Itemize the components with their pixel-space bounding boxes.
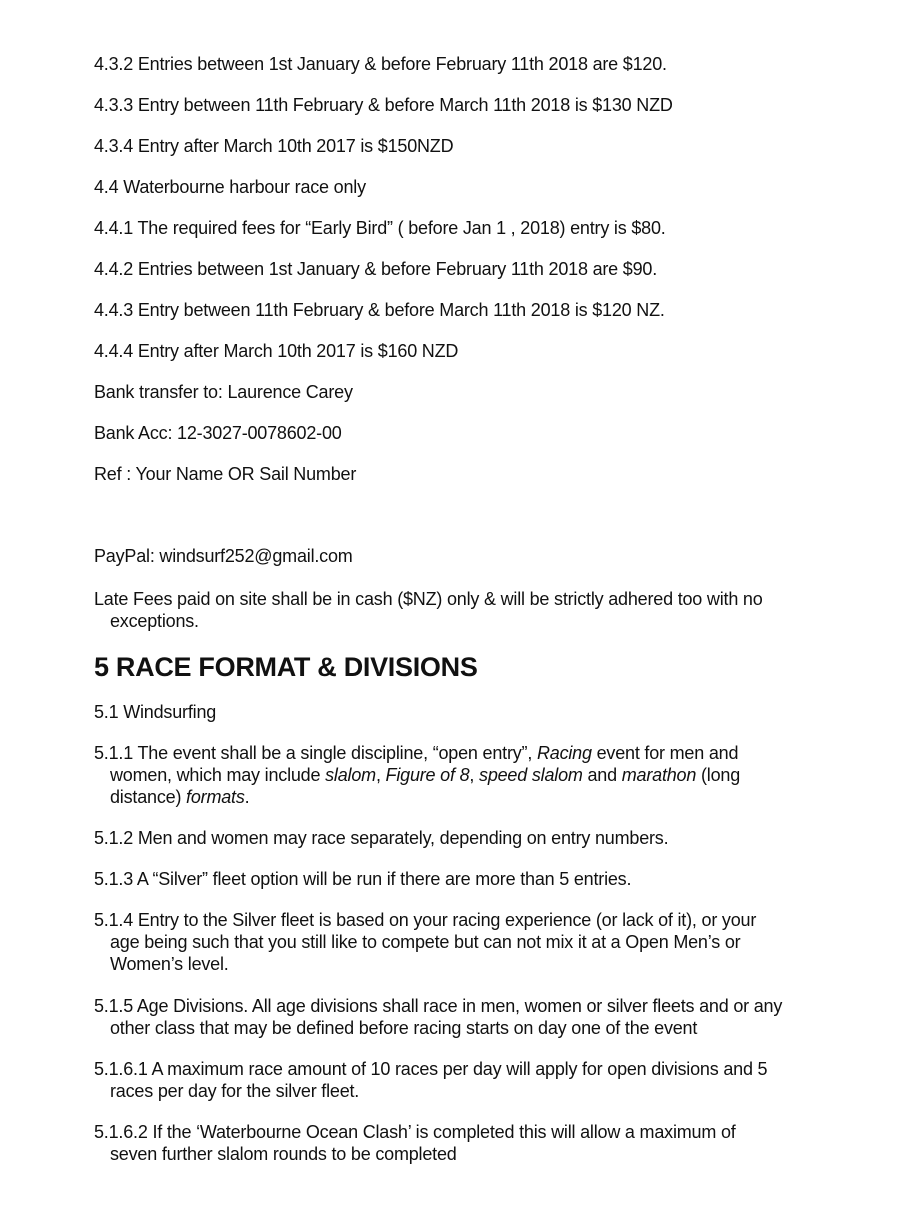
late-fees-line-1: Late Fees paid on site shall be in cash ($NZ) only & will be strictly adhered too with no <box>94 589 763 609</box>
clause-4-4: 4.4 Waterbourne harbour race only <box>94 177 366 197</box>
clause-5-1-1-period: . <box>244 787 250 807</box>
clause-5-1-4 <box>94 909 854 975</box>
clause-5-1-6-2-line-1: 5.1.6.2 If the ‘Waterbourne Ocean Clash’ is completed this will allow a maximum of <box>94 1122 736 1142</box>
clause-4-3-3: 4.3.3 Entry between 11th February & before March 11th 2018 is $130 NZD <box>94 95 673 115</box>
clause-5-1-6-1 <box>94 1058 854 1102</box>
clause-5-1-1-text-c: women, which may include <box>110 765 326 785</box>
clause-4-4-4: 4.4.4 Entry after March 10th 2017 is $160 NZD <box>94 341 459 361</box>
clause-5-1-1-text-b: event for men and <box>591 743 739 763</box>
clause-5-1-6-2 <box>94 1121 854 1165</box>
slalom-term: slalom <box>325 765 376 785</box>
clause-5-1-1-line-2 <box>94 764 854 786</box>
clause-5-1-1-line-1 <box>94 742 854 764</box>
clause-5-1-6-2-line-2: seven further slalom rounds to be completed <box>110 1144 457 1164</box>
clause-5-1: 5.1 Windsurfing <box>94 702 217 722</box>
late-fees-line-2: exceptions. <box>110 611 199 631</box>
clause-5-1-1-long: (long <box>696 765 741 785</box>
formats-term: formats <box>186 787 245 807</box>
bank-transfer-line: Bank transfer to: Laurence Carey <box>94 382 353 402</box>
clause-5-1-5 <box>94 995 854 1039</box>
clause-5-1-5-line-1: 5.1.5 Age Divisions. All age divisions shall race in men, women or silver fleets and or any <box>94 996 783 1016</box>
clause-5-1-5-line-2: other class that may be defined before racing starts on day one of the event <box>110 1018 698 1038</box>
racing-term: Racing <box>536 743 592 763</box>
clause-4-3-2: 4.3.2 Entries between 1st January & before February 11th 2018 are $120. <box>94 54 667 74</box>
clause-5-1-4-line-3: Women’s level. <box>110 954 229 974</box>
clause-4-4-1: 4.4.1 The required fees for “Early Bird” ( before Jan 1 , 2018) entry is $80. <box>94 218 666 238</box>
marathon-term: marathon <box>621 765 697 785</box>
speed-slalom-term: speed slalom <box>479 765 583 785</box>
clause-5-1-1-and: and <box>582 765 622 785</box>
clause-4-4-2: 4.4.2 Entries between 1st January & before February 11th 2018 are $90. <box>94 259 658 279</box>
clause-5-1-6-1-line-1: 5.1.6.1 A maximum race amount of 10 races per day will apply for open divisions and 5 <box>94 1059 768 1079</box>
clause-5-1-1-text-d: distance) <box>110 787 187 807</box>
clause-4-4-3: 4.4.3 Entry between 11th February & before March 11th 2018 is $120 NZ. <box>94 300 665 320</box>
section-5-heading: 5 RACE FORMAT & DIVISIONS <box>94 652 478 682</box>
clause-5-1-1-text-a: 5.1.1 The event shall be a single discipline, “open entry”, <box>94 743 537 763</box>
clause-5-1-1 <box>94 742 854 808</box>
bank-account-line: Bank Acc: 12-3027-0078602-00 <box>94 423 342 443</box>
paypal-line: PayPal: windsurf252@gmail.com <box>94 546 353 566</box>
clause-5-1-6-1-line-2: races per day for the silver fleet. <box>110 1081 360 1101</box>
late-fees-paragraph <box>94 588 854 632</box>
clause-5-1-1-comma-1: , <box>375 765 386 785</box>
clause-5-1-1-line-3 <box>94 786 854 808</box>
clause-5-1-4-line-2: age being such that you still like to compete but can not mix it at a Open Men’s or <box>110 932 741 952</box>
figure-of-8-term: Figure of 8 <box>385 765 470 785</box>
clause-5-1-2: 5.1.2 Men and women may race separately, depending on entry numbers. <box>94 828 669 848</box>
clause-4-3-4: 4.3.4 Entry after March 10th 2017 is $150NZD <box>94 136 454 156</box>
clause-5-1-1-comma-2: , <box>469 765 480 785</box>
clause-5-1-3: 5.1.3 A “Silver” fleet option will be run if there are more than 5 entries. <box>94 869 632 889</box>
reference-line: Ref : Your Name OR Sail Number <box>94 464 357 484</box>
clause-5-1-4-line-1: 5.1.4 Entry to the Silver fleet is based on your racing experience (or lack of it), or your <box>94 910 757 930</box>
